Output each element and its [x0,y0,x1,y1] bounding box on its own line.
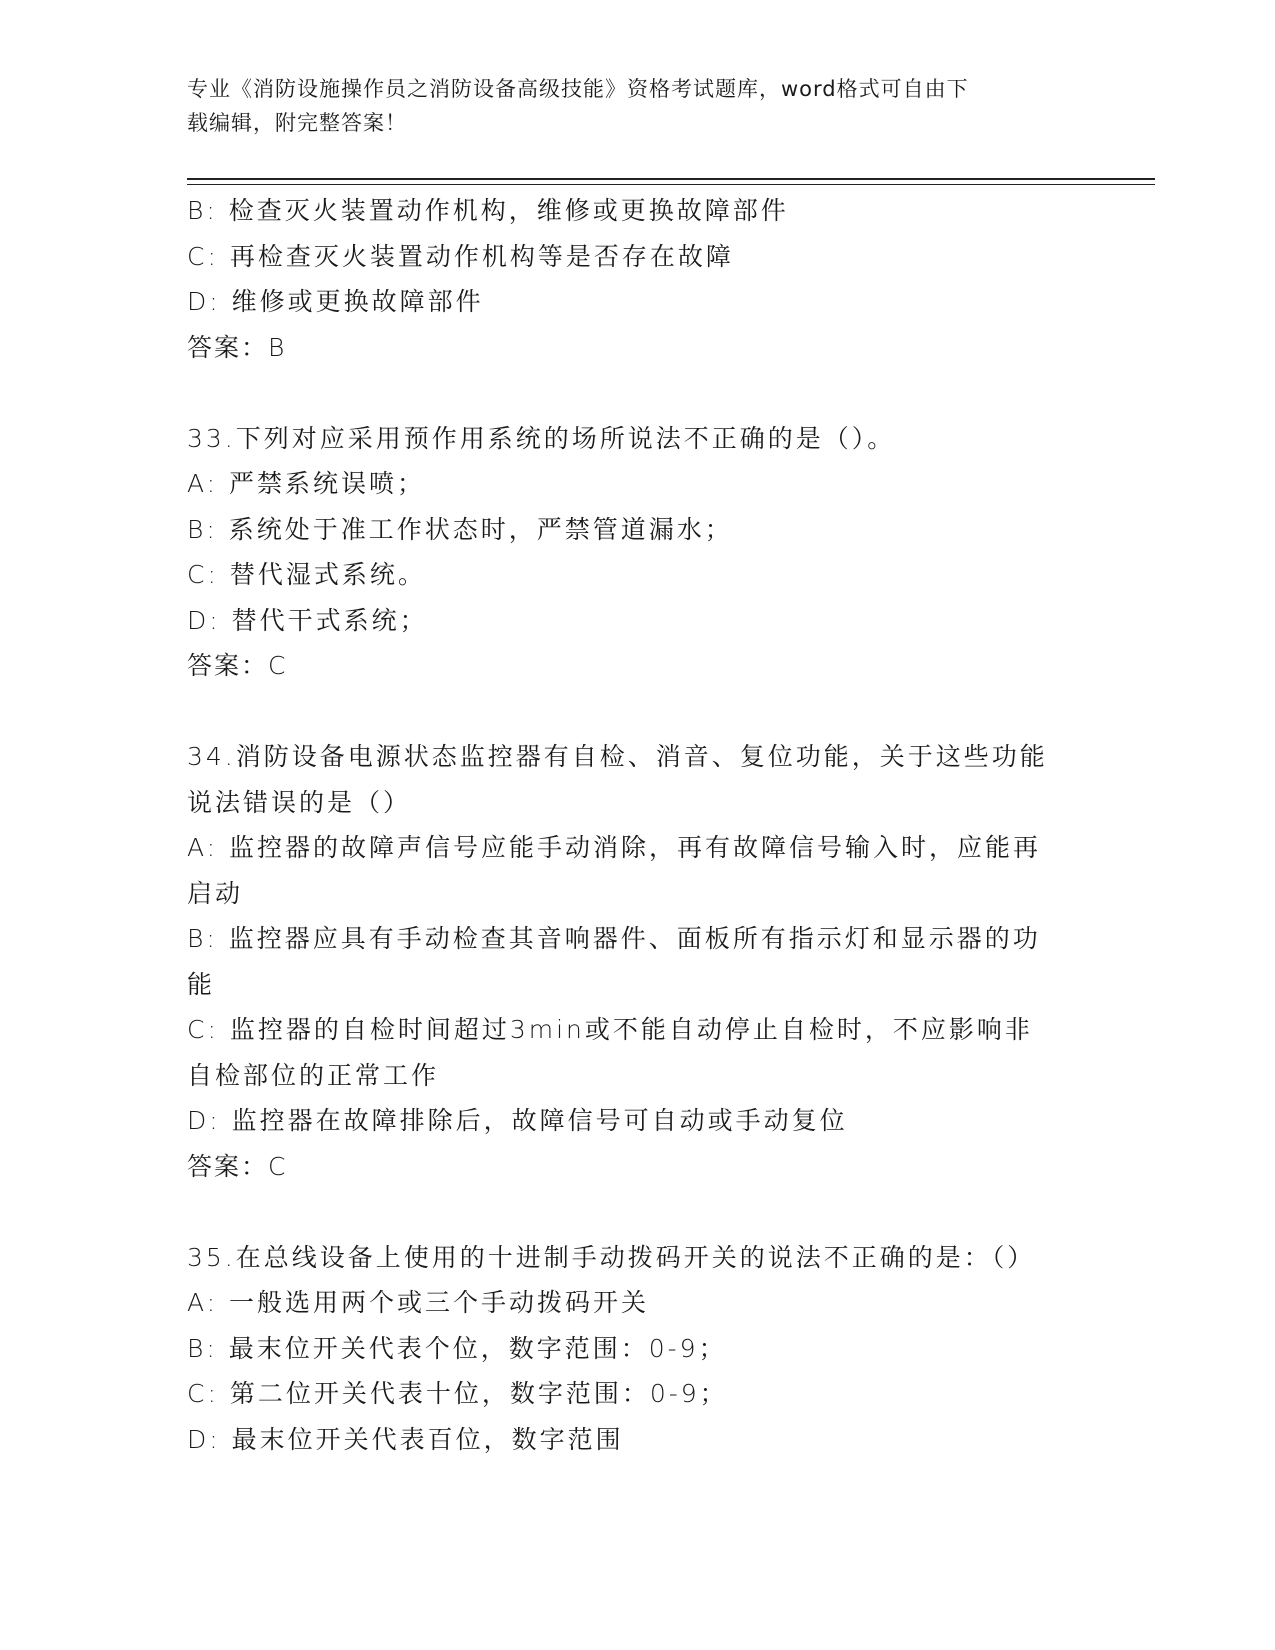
option-line: A: 严禁系统误喷； [187,469,426,498]
option-line-cont: 能 [187,969,216,999]
option-line: C: 第二位开关代表十位，数字范围：0-9； [187,1379,728,1408]
option-line: C: 监控器的自检时间超过3min或不能自动停止自检时，不应影响非 [187,1015,1033,1044]
option-line: C: 再检查灭火装置动作机构等是否存在故障 [187,241,734,271]
question-stem: 34.消防设备电源状态监控器有自检、消音、复位功能，关于这些功能 [187,742,1048,771]
question-list [187,188,1077,1462]
spacer [187,689,1077,735]
option-line: B: 检查灭火装置动作机构，维修或更换故障部件 [187,196,789,225]
question-block [187,416,1077,689]
option-line: A: 一般选用两个或三个手动拨码开关 [187,1288,650,1317]
question-block [187,1235,1077,1463]
option-line-cont: 启动 [187,878,244,908]
header-divider-thin [187,184,1155,185]
option-line: B: 系统处于准工作状态时，严禁管道漏水； [187,514,733,544]
option-line: D: 最末位开关代表百位，数字范围 [187,1424,624,1454]
spacer [187,370,1077,416]
page-header [187,72,1067,140]
option-line-cont: 自检部位的正常工作 [187,1060,440,1090]
question-block [187,734,1077,1189]
option-line: D: 替代干式系统； [187,605,428,635]
option-line: B: 监控器应具有手动检查其音响器件、面板所有指示灯和显示器的功 [187,924,1041,953]
header-divider-thick [187,178,1155,180]
question-stem: 35.在总线设备上使用的十进制手动拨码开关的说法不正确的是：（） [187,1242,1036,1272]
option-line: D: 维修或更换故障部件 [187,287,484,316]
header-line-1: 专业《消防设施操作员之消防设备高级技能》资格考试题库，word格式可自由下 [187,77,969,101]
answer-line: 答案：C [187,651,288,680]
option-line: A: 监控器的故障声信号应能手动消除，再有故障信号输入时，应能再 [187,833,1042,862]
option-line: B: 最末位开关代表个位，数字范围：0-9； [187,1333,727,1363]
option-line: C: 替代湿式系统。 [187,560,426,589]
answer-line: 答案：B [187,332,287,362]
header-line-2: 载编辑，附完整答案！ [187,111,407,135]
question-stem: 33.下列对应采用预作用系统的场所说法不正确的是（）。 [187,423,896,453]
question-stem-cont: 说法错误的是（） [187,787,412,817]
spacer [187,1189,1077,1235]
answer-line: 答案：C [187,1151,288,1181]
option-line: D: 监控器在故障排除后，故障信号可自动或手动复位 [187,1106,848,1135]
question-block [187,188,1077,370]
